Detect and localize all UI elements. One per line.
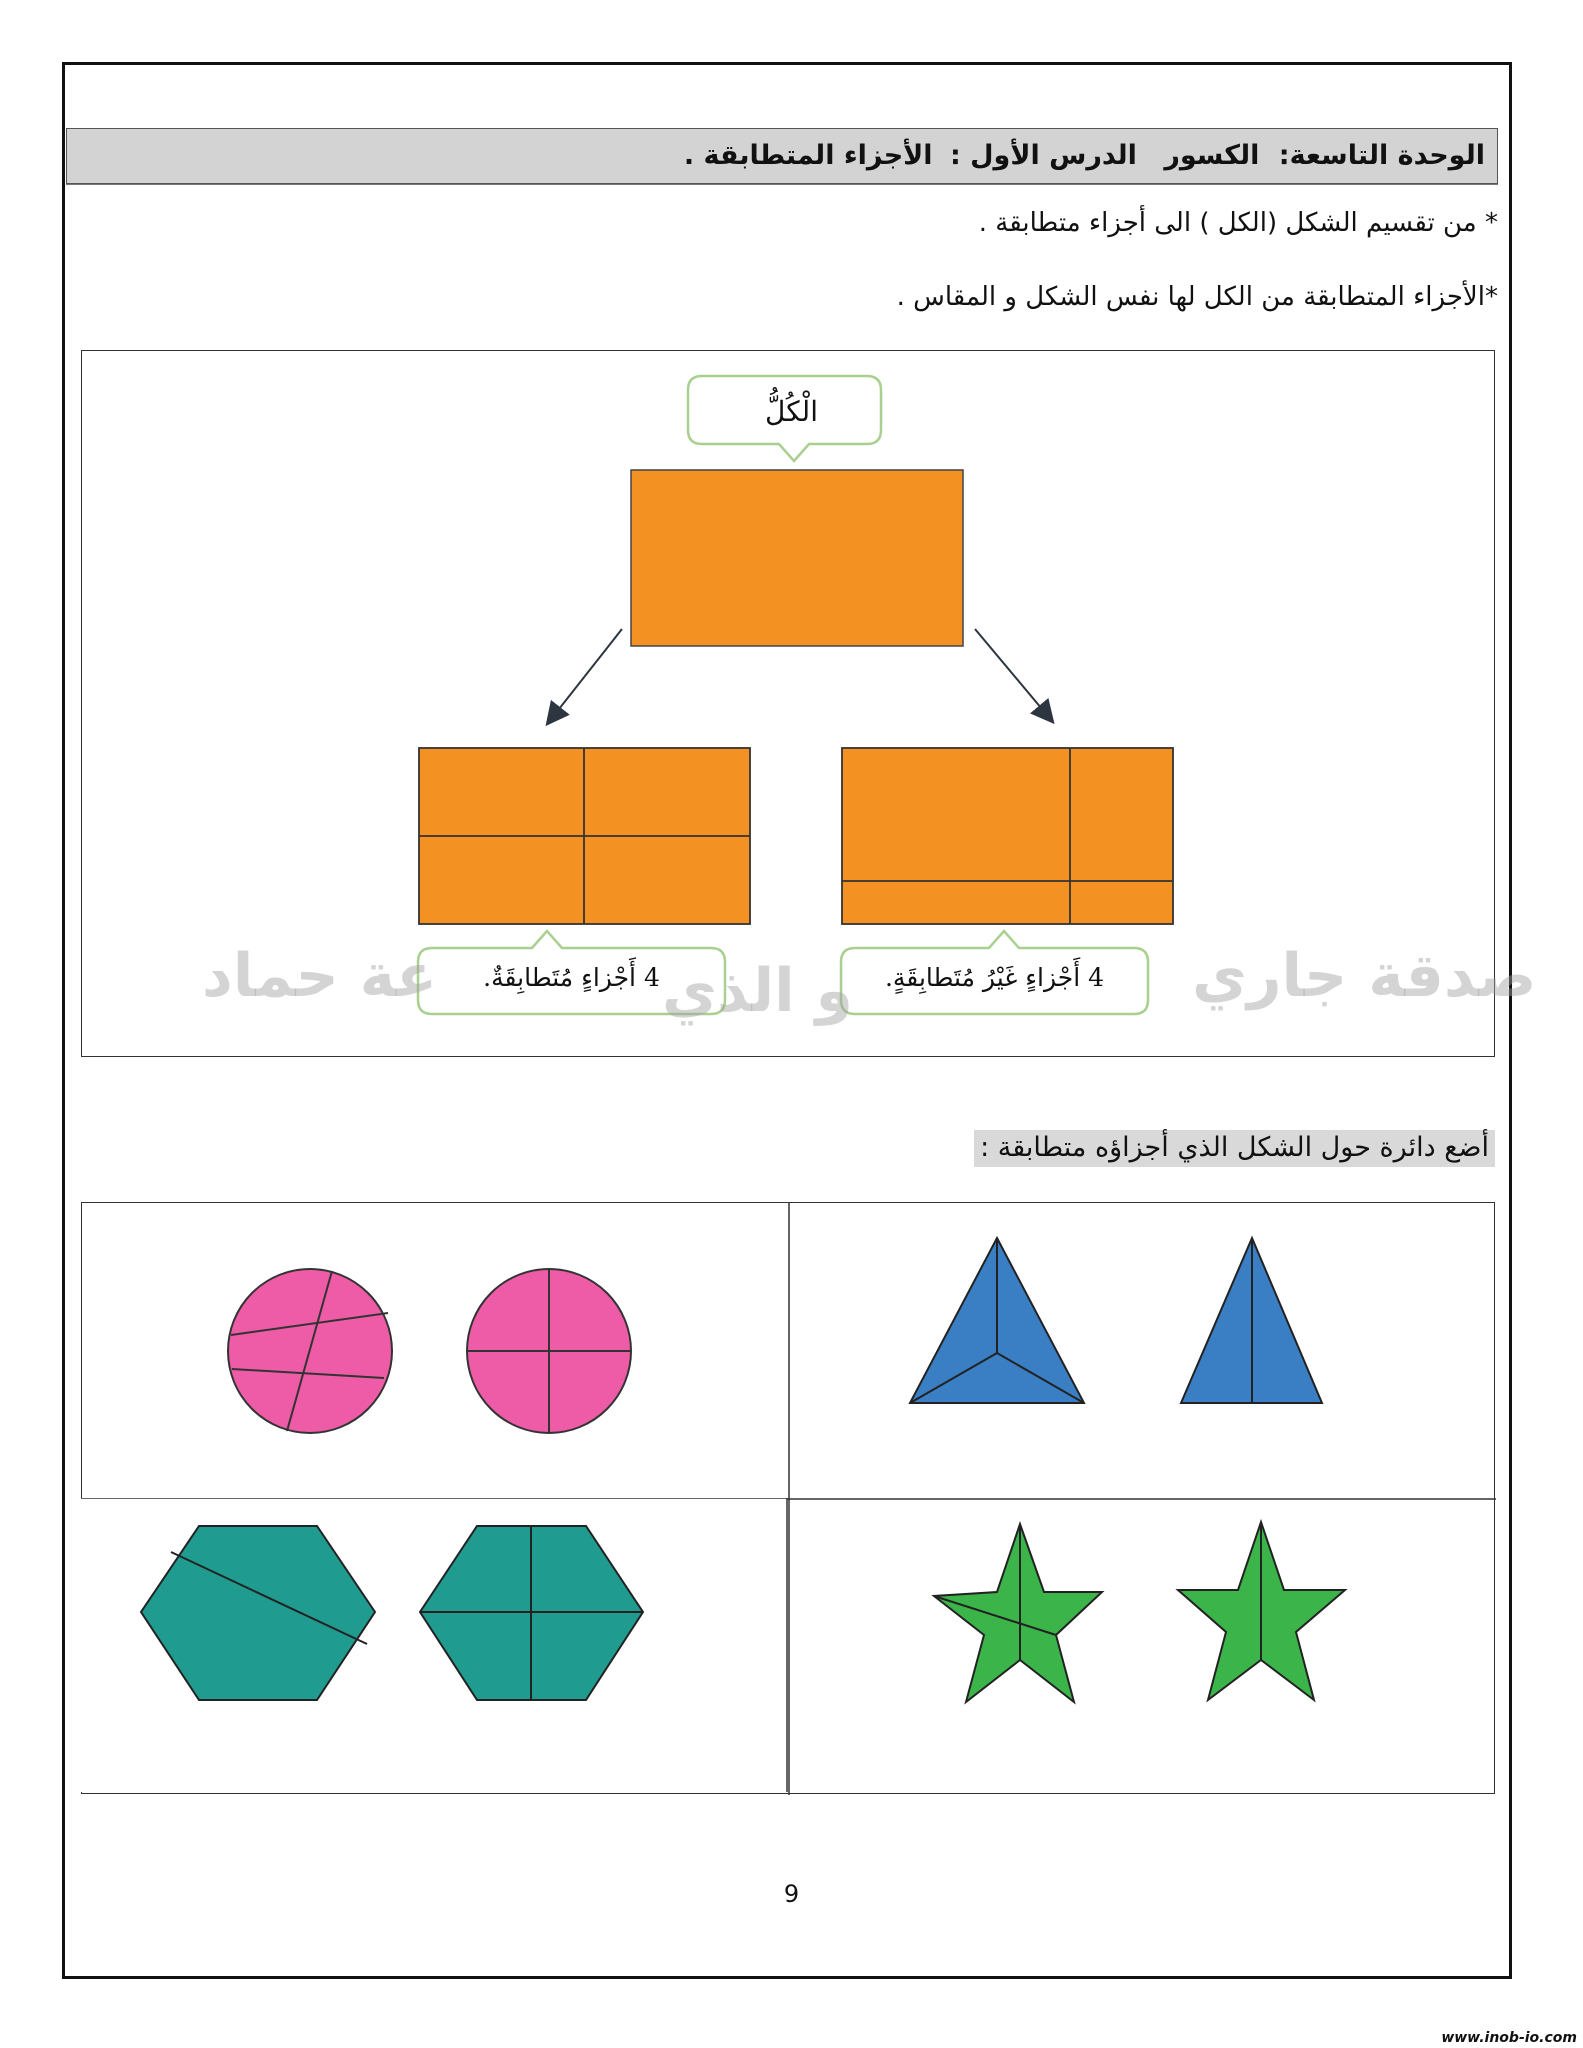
bottom-row-final (81, 1498, 1495, 1794)
circle-icon[interactable] (228, 1269, 392, 1433)
triangle-icon[interactable] (1181, 1238, 1322, 1403)
circle-icon[interactable] (467, 1269, 631, 1433)
watermark-left: عة حماد (202, 941, 438, 1011)
whole-label: الْكُلُّ (765, 395, 818, 428)
congruent-label: 4 أَجْزاءٍ مُتَطابِقَةٌ. (483, 963, 660, 992)
title-divider (66, 184, 1498, 185)
unit-name: الكسور (1164, 140, 1260, 171)
watermark-right: صدقة جاري (1192, 941, 1537, 1011)
whole-rectangle (631, 470, 963, 646)
page-number: 9 (783, 1880, 800, 1908)
non-congruent-label: 4 أَجْزاءٍ غَيْرُ مُتَطابِقَةٍ. (884, 963, 1105, 992)
triangle-icon[interactable] (910, 1238, 1084, 1403)
star-icon[interactable] (1178, 1522, 1345, 1700)
unit-label: الوحدة التاسعة: (1278, 140, 1485, 171)
star-icon[interactable] (934, 1524, 1102, 1702)
arrow-right (975, 629, 1052, 721)
intro-line-2: *الأجزاء المتطابقة من الكل لها نفس الشكل و المقاس . (896, 282, 1498, 312)
arrow-left (548, 629, 622, 723)
intro-line-1: * من تقسيم الشكل (الكل ) الى أجزاء متطابقة . (978, 208, 1498, 238)
non-congruent-parts-rectangle (842, 748, 1173, 924)
exercise-instruction: أضع دائرة حول الشكل الذي أجزاؤه متطابقة : (974, 1130, 1495, 1167)
lesson-name: الأجزاء المتطابقة . (683, 140, 933, 171)
lesson-label: الدرس الأول : (949, 140, 1137, 171)
watermark-mid: و الذي (662, 956, 853, 1026)
footer-url[interactable]: www.inob-io.com (1441, 2030, 1577, 2046)
lesson-title-bar (66, 128, 1498, 184)
whole-parts-diagram (81, 350, 1537, 1057)
